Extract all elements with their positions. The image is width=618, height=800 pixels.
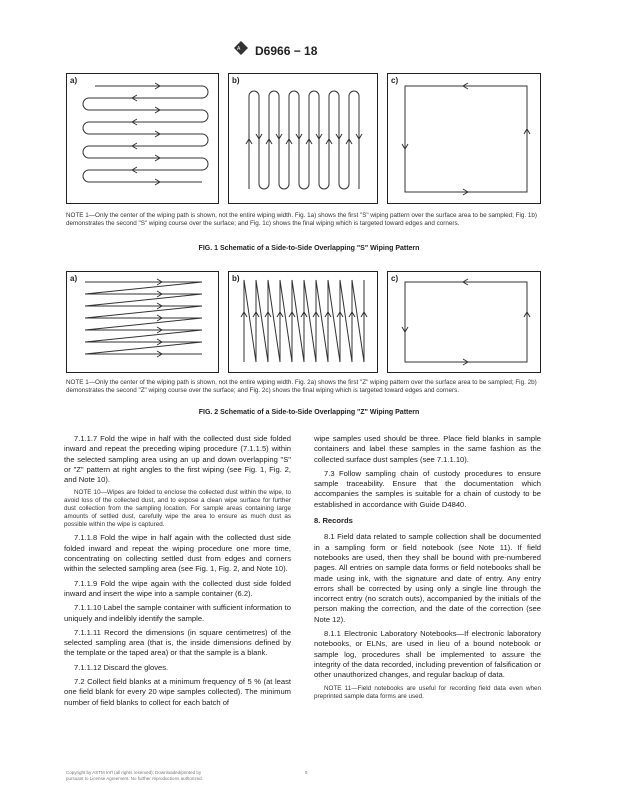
para-8-1: 8.1 Field data related to sample collection shall be documented in a sampling form or field notebook (see Note 11). If field notebooks are used, then they shall be bound with pre-numbered pages. All entries on sample data forms or field notebooks shall be made using ink, with the signature and date of entry. Any entry errors shall be corrected by using only a single line through the incorrect entry (no scratch outs), accompanied by the initials of the person making the correction, and the date of the correction (see Note 12). <box>314 532 541 624</box>
left-column <box>64 434 291 712</box>
para-7-1-1-10: 7.1.1.10 Label the sample container with sufficient information to uniquely and indelibly identify the sample. <box>64 603 291 623</box>
fig1-label-a: a) <box>70 76 78 85</box>
fig2-label-c: c) <box>391 274 399 283</box>
right-column <box>314 434 541 705</box>
para-7-1-1-8: 7.1.1.8 Fold the wipe in half again with the collected dust side folded inward and repeat the wiping procedure one more time, concentrating on collecting settled dust from edges and corners within the selected sampling area (see Fig. 1, Fig. 2, and Note 10). <box>64 533 291 574</box>
para-7-1-1-7: 7.1.1.7 Fold the wipe in half with the collected dust side folded inward and repeat the preceding wiping procedure (7.1.1.5) within the selected sampling area using an up and down overlapping "S" or "Z" pattern at right angles to the first wiping (see Fig. 1, Fig. 2, and Note 10). <box>64 434 291 485</box>
fig1-caption: FIG. 1 Schematic of a Side-to-Side Overlapping "S" Wiping Pattern <box>198 245 420 252</box>
fig2-label-b: b) <box>232 274 240 283</box>
fig1-label-c: c) <box>391 76 399 85</box>
note-10: NOTE 10—Wipes are folded to enclose the collected dust within the wipe, to avoid loss of the collected dust, and to expose a clean wipe surface for further dust collection from the sampling location. For sample areas containing large amounts of settled dust, carefully wipe the area to ensure as much dust as possible within the wipe is captured. <box>64 489 291 529</box>
para-continued: wipe samples used should be three. Place field blanks in sample containers and label these samples in the same fashion as the collected surface dust samples (see 7.1.1.10). <box>314 434 541 464</box>
footer-copyright: Copyright by ASTM Int'l (all rights reserved); Downloaded/printed by pursuant to License Agreement. No further reproductions authorized. <box>66 770 203 781</box>
para-8-1-1: 8.1.1 Electronic Laboratory Notebooks—If electronic laboratory notebooks, or ELNs, are used in lieu of a bound notebook or sample log, procedures shall be implemented to assure the integrity of the data recorded, including prevention of falsification or other unauthorized changes, and regular backup of data. <box>314 629 541 680</box>
section-heading-records: 8. Records <box>314 516 353 526</box>
astm-logo-icon <box>232 40 250 56</box>
note-11: NOTE 11—Field notebooks are useful for recording field data even when preprinted sample data forms are used. <box>314 684 541 700</box>
fig2-label-a: a) <box>70 274 78 283</box>
fig1-panel-a <box>66 73 219 204</box>
fig1-panel-c <box>387 73 541 204</box>
para-7-3: 7.3 Follow sampling chain of custody procedures to ensure sample traceability. Ensure that the documentation which accompanies the samples is suitable for a chain of custody to be established in accordance with Guide D4840. <box>314 468 541 509</box>
fig2-panel-b <box>228 271 378 373</box>
fig2-note: NOTE 1—Only the center of the wiping path is shown, not the entire wiping width. Fig. 2a) shows the first "Z" wiping pattern over the surface area to be sampled; Fig. 2b) demonstrates the second "Z" wiping course over the surface; and Fig. 2c) shows the final wiping which is targeted toward edges and corners. <box>66 379 537 394</box>
fig1-label-b: b) <box>232 76 240 85</box>
para-7-1-1-12: 7.1.1.12 Discard the gloves. <box>74 662 169 672</box>
fig2-caption: FIG. 2 Schematic of a Side-to-Side Overlapping "Z" Wiping Pattern <box>198 409 420 416</box>
para-7-1-1-9: 7.1.1.9 Fold the wipe again with the collected dust side folded inward and insert the wipe into a sample container (6.2). <box>64 578 291 598</box>
page-number: 5 <box>305 770 308 775</box>
document-designation: D6966 − 18 <box>255 44 318 58</box>
svg-text:A: A <box>237 46 241 52</box>
fig2-panel-a <box>66 271 219 373</box>
para-7-1-1-11: 7.1.1.11 Record the dimensions (in square centimetres) of the selected sampling area (that is, the inside dimensions defined by the template or the taped area) or that the sample is a blank. <box>64 627 291 658</box>
fig2-panel-c <box>387 271 541 373</box>
fig1-note: NOTE 1—Only the center of the wiping path is shown, not the entire wiping width. Fig. 1a) shows the first "S" wiping pattern over the surface area to be sampled; Fig. 1b) demonstrates the second "S" wiping course over the surface; and Fig. 1c) shows the final wiping which is targeted toward edges and corners. <box>66 212 538 227</box>
fig1-panel-b <box>228 73 378 204</box>
para-7-2: 7.2 Collect field blanks at a minimum frequency of 5 % (at least one field blank for every 20 wipe samples collected). The minimum number of field blanks to collect for each batch of <box>64 677 291 707</box>
